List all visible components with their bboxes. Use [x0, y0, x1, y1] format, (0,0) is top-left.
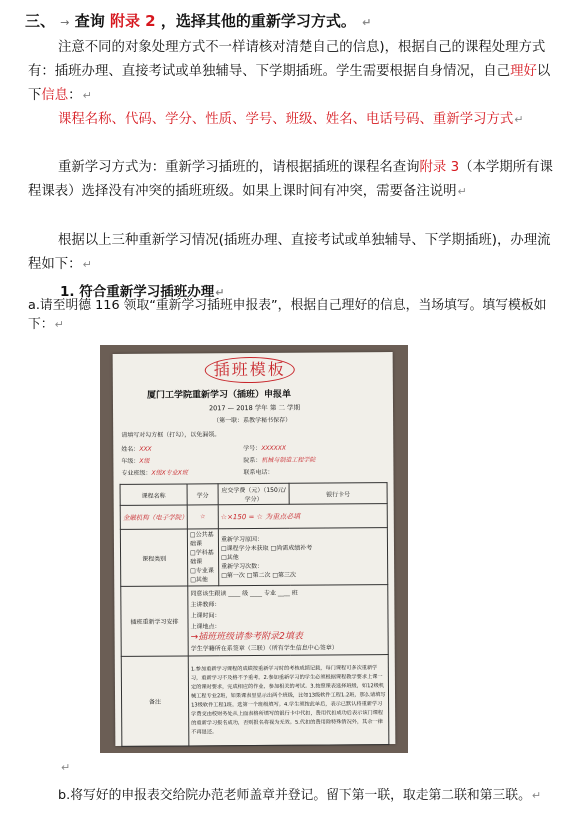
step-b-text: b.将写好的申报表交给院办范老师盖章并登记。留下第一联，取走第二联和第三联。 — [58, 788, 531, 803]
paragraph-mark-icon: ↵ — [457, 185, 467, 198]
times-option: 第三次 — [278, 571, 297, 579]
reason-label: 重新学习原因： — [220, 535, 263, 543]
form-major-row — [121, 467, 187, 476]
reason-option: 课程学分未获取 — [226, 544, 269, 552]
type-option: 公共基础课 — [189, 531, 214, 548]
dept-value: 机械与制造工程学院 — [261, 456, 316, 464]
section-heading — [25, 10, 371, 31]
id-value: XXXXXX — [261, 444, 287, 452]
sign-line: 学生学籍所在系签章（三联）（所有学生信息中心签章） — [190, 643, 338, 652]
method-text-a: 重新学习方式为：重新学习插班的，请根据插班的课程名查询 — [58, 160, 420, 175]
required-info-list — [28, 108, 556, 132]
grade-label: 年级： — [121, 457, 140, 465]
times-option: 第二次 — [252, 571, 271, 579]
header-bank: 银行卡号 — [289, 483, 387, 505]
section-1-title-text: 1. 符合重新学习插班办理 — [60, 284, 215, 300]
paragraph-mark-icon: ↵ — [514, 113, 524, 126]
paragraph-mark-icon: ↵ — [531, 789, 542, 802]
id-label: 学号： — [243, 444, 262, 453]
form-name-row — [121, 444, 151, 453]
reason-option: 尚需成绩补考 — [276, 544, 313, 552]
paragraph-intro — [28, 36, 556, 108]
reason-block: 重新学习原因： □课程学分未获取 □尚需成绩补考 □其他 重新学习次数： □第一次 □第二次 □第三次 — [218, 528, 387, 586]
step-a-text: a.请至明德 116 领取“重新学习插班申报表”，根据自己理好的信息，当场填写。填写模板如下： — [28, 298, 547, 332]
form-title: 厦门工学院重新学习（插班）申报单 — [146, 389, 291, 401]
plan-block — [188, 585, 388, 656]
header-course: 课程名称 — [120, 484, 187, 505]
times-label: 重新学习次数： — [221, 562, 264, 570]
table-row — [120, 528, 387, 587]
plan-line: 同意该生跟读 ____ 级 ____ 专业 ____ 班 — [190, 589, 298, 597]
type-options: □公共基础课 □学科基础课 □专业课 □其他 — [187, 529, 218, 586]
form-copy-note: （第一联：系教学秘书保存） — [213, 416, 292, 425]
course-value: 金融机构（电子学院） — [120, 505, 187, 529]
plan-label: 插班重新学习安排 — [121, 586, 188, 656]
table-row — [121, 585, 388, 657]
name-label: 姓名： — [121, 445, 140, 453]
dept-label: 院系： — [243, 456, 262, 465]
header-credit: 学分 — [187, 484, 218, 505]
application-form — [113, 352, 396, 746]
process-text: 根据以上三种重新学习情况(插班办理、直接考试或单独辅导、下学期插班)，办理流程如下： — [28, 233, 551, 272]
paragraph-mark-icon: ↵ — [82, 89, 92, 102]
remark-text: 1.参加重新学习课程的成绩按重新学习时的考核成绩记载，每门课程可多次重新学习，重新学习不及格不予重考。2.参加重新学习的学生必须根据课程教学要求上课一定的课时要求，完成相应的作业，参加相关的考试。3.按照课表选择班级，如12级机械工程专业2班，如果课表里显示出两个班级，比如13级软件工程1.2班，那么请填写13级软件工程1班，选第一个班级填写。4.学生须按此单后，表示已默认将重新学习学费交由校财务处从上面表格所填写的银行卡中代扣，费用代扣成功后表示该门课程的重新学习报名成功，否则报名将视为无效。5.代扣的费用除特殊情况外，其余一律不再退还。 — [188, 655, 389, 746]
form-semester: 2017 — 2018 学年 第 二 学期 — [208, 403, 301, 413]
form-intro: 请填写对勾方框（打勾），以免漏领。 — [121, 431, 221, 439]
form-grade-row — [121, 456, 149, 465]
form-dept-row — [243, 455, 315, 465]
paragraph-mark-icon: ↵ — [61, 761, 71, 774]
form-template-photo — [100, 345, 408, 753]
list-arrow-icon: → — [60, 16, 70, 29]
method-text-b: （本学期所有课程课表）选择没有冲突的插班班级。如果上课时间有冲突，需要备注说明 — [28, 160, 553, 199]
fee-value: ☆×150 = ☆ 为重点必填 — [218, 504, 387, 529]
table-row — [120, 483, 387, 506]
name-value: XXX — [139, 445, 152, 453]
intro-text-b: 以下 — [28, 64, 551, 103]
times-option: 第一次 — [226, 571, 245, 579]
plan-line: 上课时间： — [190, 611, 221, 619]
type-option: 专业课 — [195, 567, 214, 575]
appendix-2-link[interactable]: 附录 2 — [109, 12, 156, 30]
phone-label: 联系电话： — [243, 468, 274, 477]
form-table — [120, 482, 390, 747]
appendix-3-link[interactable]: 附录 3 — [419, 160, 460, 175]
paragraph-mark-icon: ↵ — [54, 318, 64, 331]
paragraph-process — [28, 229, 556, 277]
intro-red-a: 理好 — [510, 64, 537, 79]
paragraph-mark-icon: ↵ — [362, 16, 372, 29]
plan-line: 上课地点： — [190, 622, 221, 630]
heading-text-a: 查询 — [74, 12, 105, 30]
heading-text-b: ，选择其他的重新学习方式。 — [160, 12, 356, 30]
table-row — [121, 655, 389, 747]
reason-option: 其他 — [226, 553, 239, 561]
intro-text-c: ： — [68, 88, 82, 103]
heading-prefix: 三、 — [25, 12, 56, 30]
intro-text-a: 注意不同的对象处理方式不一样请核对清楚自己的信息)，根据自己的课程处理方式有：插班办理、直接考试或单独辅导、下学期插班。学生需要根据自身情况，自己 — [28, 40, 546, 79]
remark-label: 备注 — [121, 656, 189, 746]
template-stamp: 插班模板 — [205, 357, 295, 384]
paragraph-mark-icon: ↵ — [215, 286, 225, 299]
form-id-row — [243, 443, 286, 452]
major-label: 专业班级： — [121, 469, 152, 477]
plan-line: 主讲教师： — [190, 600, 221, 608]
header-fee: 应交学费（元）（150元/学分） — [218, 483, 289, 504]
paragraph-mark-icon: ↵ — [82, 258, 92, 271]
grade-value: X级 — [139, 457, 150, 465]
paragraph-method — [28, 156, 556, 204]
type-option: 其他 — [195, 576, 208, 584]
empty-paragraph — [60, 760, 70, 775]
table-row — [120, 504, 387, 530]
intro-red-b: 信息 — [41, 88, 69, 103]
type-option: 学科基础课 — [190, 549, 214, 566]
form-phone-row — [243, 467, 273, 476]
credit-value: ☆ — [187, 505, 218, 529]
type-label: 课程类别 — [120, 529, 187, 586]
plan-note: →插班班级请参考附录2填表 — [190, 631, 303, 642]
step-b — [28, 784, 556, 808]
major-value: X级X专业X班 — [151, 469, 188, 477]
step-a — [28, 296, 556, 334]
required-info-text: 课程名称、代码、学分、性质、学号、班级、姓名、电话号码、重新学习方式 — [58, 112, 514, 127]
